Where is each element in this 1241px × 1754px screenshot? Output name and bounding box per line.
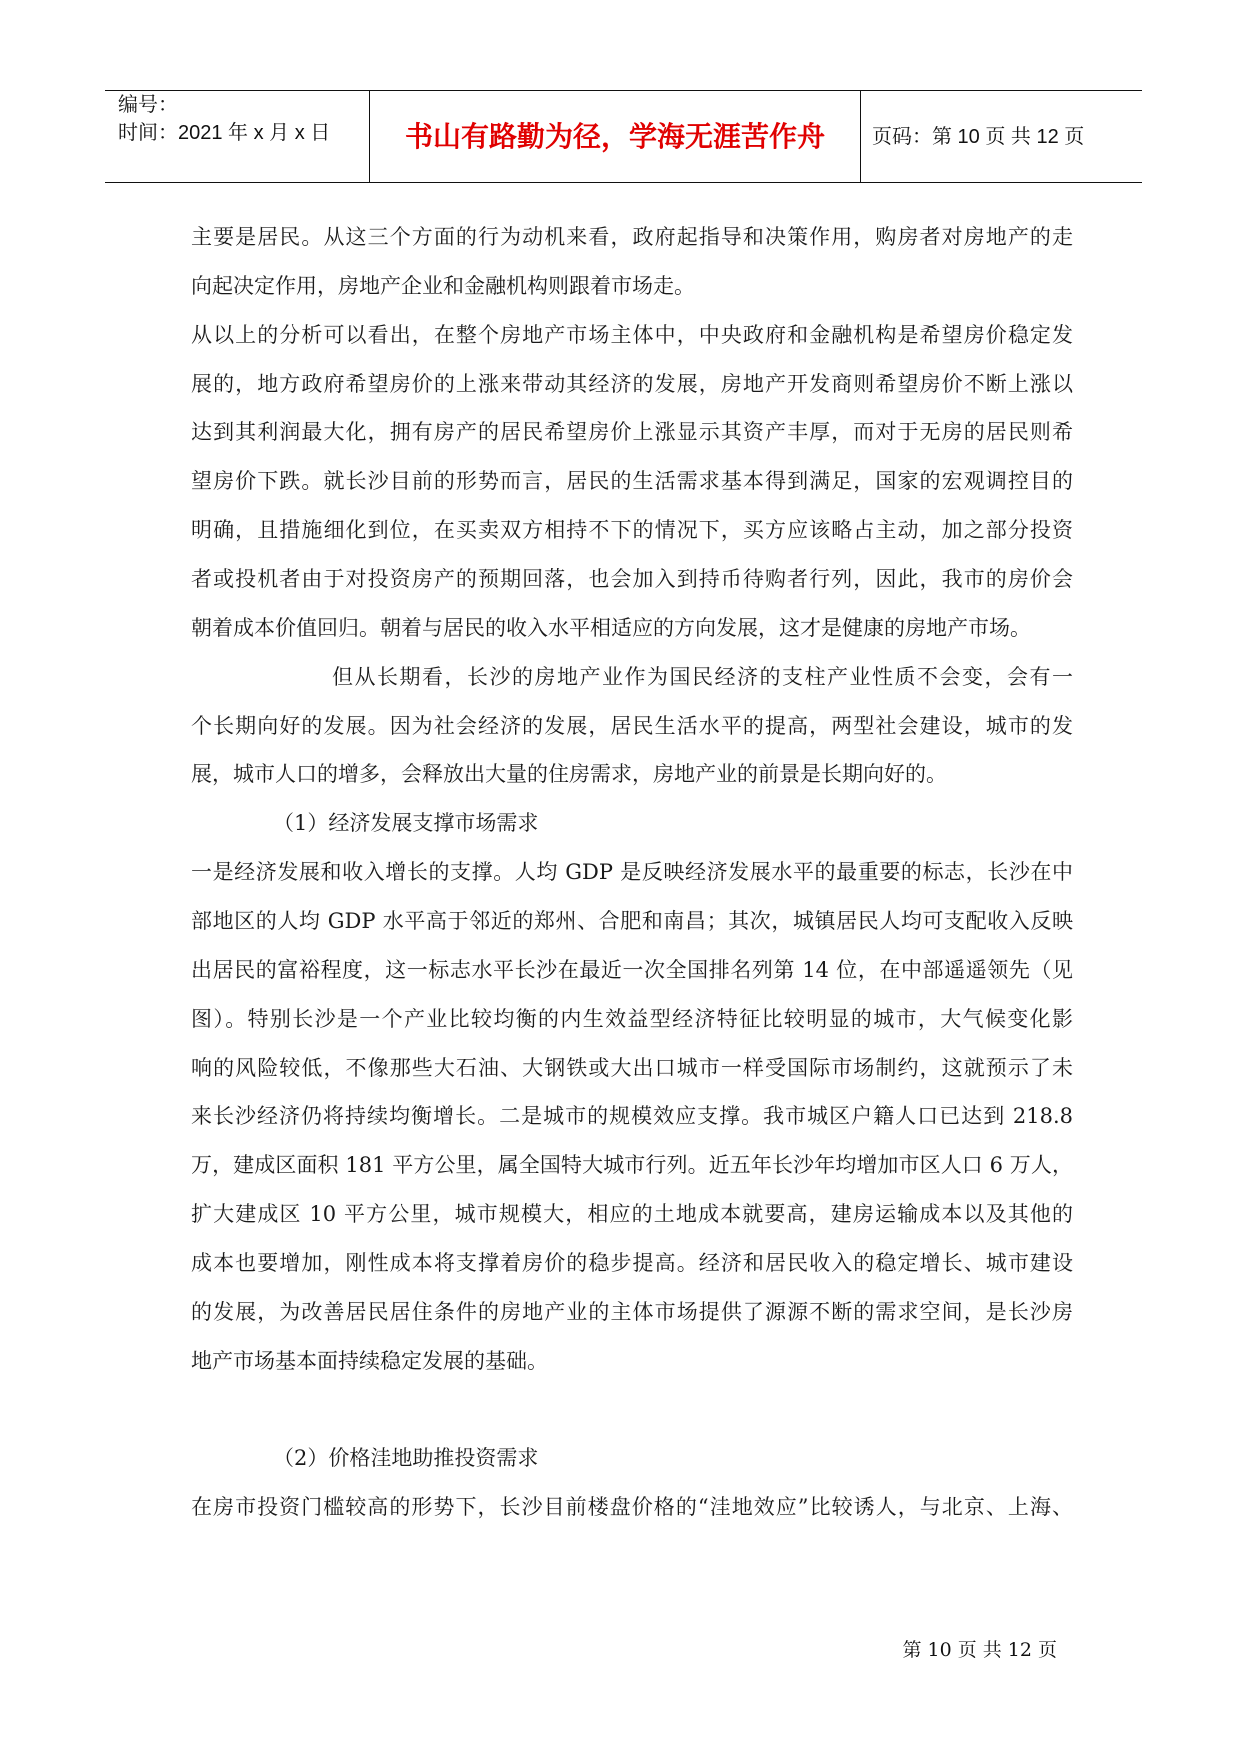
blank-line — [191, 1386, 1073, 1435]
paragraph — [191, 653, 1073, 800]
text-line: 展，城市人口的增多，会释放出大量的住房需求，房地产业的前景是长期向好的。 — [191, 762, 947, 787]
text-line: 者或投机者由于对投资房产的预期回落，也会加入到持币待购者行列，因此，我市的房价会 — [191, 567, 1073, 592]
header-page-info: 页码：第 10 页 共 12 页 — [872, 126, 1085, 148]
motto-banner: 书山有路勤为径，学海无涯苦作舟 — [404, 120, 825, 153]
text-line: 向起决定作用，房地产企业和金融机构则跟着市场走。 — [191, 273, 695, 298]
header-rule-top — [105, 90, 1142, 91]
text-line: 出居民的富裕程度，这一标志水平长沙在最近一次全国排名列第 14 位，在中部遥遥领先（见 — [191, 957, 1073, 982]
text-line: 万，建成区面积 181 平方公里，属全国特大城市行列。近五年长沙年均增加市区人口 6 万人， — [191, 1153, 1073, 1178]
paragraph — [191, 213, 1073, 311]
text-line: 个长期向好的发展。因为社会经济的发展，居民生活水平的提高，两型社会建设，城市的发 — [191, 713, 1073, 738]
footer-page-number: 第 10 页 共 12 页 — [902, 1639, 1057, 1661]
doc-time: 时间：2021 年 x 月 x 日 — [118, 122, 331, 144]
paragraph — [191, 311, 1073, 653]
text-line: 望房价下跌。就长沙目前的形势而言，居民的生活需求基本得到满足，国家的宏观调控目的 — [191, 469, 1073, 494]
doc-number-label: 编号： — [118, 94, 178, 116]
header-divider-right — [860, 90, 861, 182]
text-line: 部地区的人均 GDP 水平高于邻近的郑州、合肥和南昌；其次，城镇居民人均可支配收入反映 — [191, 909, 1073, 934]
text-line: 地产市场基本面持续稳定发展的基础。 — [191, 1348, 548, 1373]
text-line: 达到其利润最大化，拥有房产的居民希望房价上涨显示其资产丰厚，而对于无房的居民则希 — [191, 420, 1073, 445]
text-line: 的发展，为改善居民居住条件的房地产业的主体市场提供了源源不断的需求空间，是长沙房 — [191, 1299, 1073, 1324]
text-line: 但从长期看，长沙的房地产业作为国民经济的支柱产业性质不会变，会有一 — [332, 664, 1073, 689]
body-text — [191, 213, 1073, 1532]
text-line: 一是经济发展和收入增长的支撑。人均 GDP 是反映经济发展水平的最重要的标志，长沙在中 — [191, 860, 1073, 885]
text-line: 来长沙经济仍将持续均衡增长。二是城市的规模效应支撑。我市城区户籍人口已达到 218.8 — [191, 1104, 1073, 1129]
text-line: 主要是居民。从这三个方面的行为动机来看，政府起指导和决策作用，购房者对房地产的走 — [191, 225, 1073, 249]
text-line: 从以上的分析可以看出，在整个房地产市场主体中，中央政府和金融机构是希望房价稳定发 — [191, 322, 1073, 347]
paragraph — [191, 1483, 1073, 1532]
text-line: 朝着成本价值回归。朝着与居民的收入水平相适应的方向发展，这才是健康的房地产市场。 — [191, 615, 1031, 640]
text-line: 响的风险较低，不像那些大石油、大钢铁或大出口城市一样受国际市场制约，这就预示了未 — [191, 1055, 1073, 1080]
text-line: 展的，地方政府希望房价的上涨来带动其经济的发展，房地产开发商则希望房价不断上涨以 — [191, 371, 1073, 396]
text-line: 图）。特别长沙是一个产业比较均衡的内生效益型经济特征比较明显的城市，大气候变化影 — [191, 1006, 1073, 1031]
text-line: 在房市投资门槛较高的形势下，长沙目前楼盘价格的“洼地效应”比较诱人，与北京、上海、 — [191, 1495, 1073, 1520]
text-line: 明确，且措施细化到位，在买卖双方相持不下的情况下，买方应该略占主动，加之部分投资 — [191, 518, 1073, 543]
text-line: 扩大建成区 10 平方公里，城市规模大，相应的土地成本就要高，建房运输成本以及其他的 — [191, 1202, 1073, 1227]
text-line: 成本也要增加，刚性成本将支撑着房价的稳步提高。经济和居民收入的稳定增长、城市建设 — [191, 1251, 1073, 1276]
paragraph — [191, 848, 1073, 1385]
section-heading: （2）价格洼地助推投资需求 — [273, 1446, 539, 1471]
section-heading: （1）经济发展支撑市场需求 — [273, 811, 539, 836]
header-rule-bottom — [105, 182, 1142, 183]
